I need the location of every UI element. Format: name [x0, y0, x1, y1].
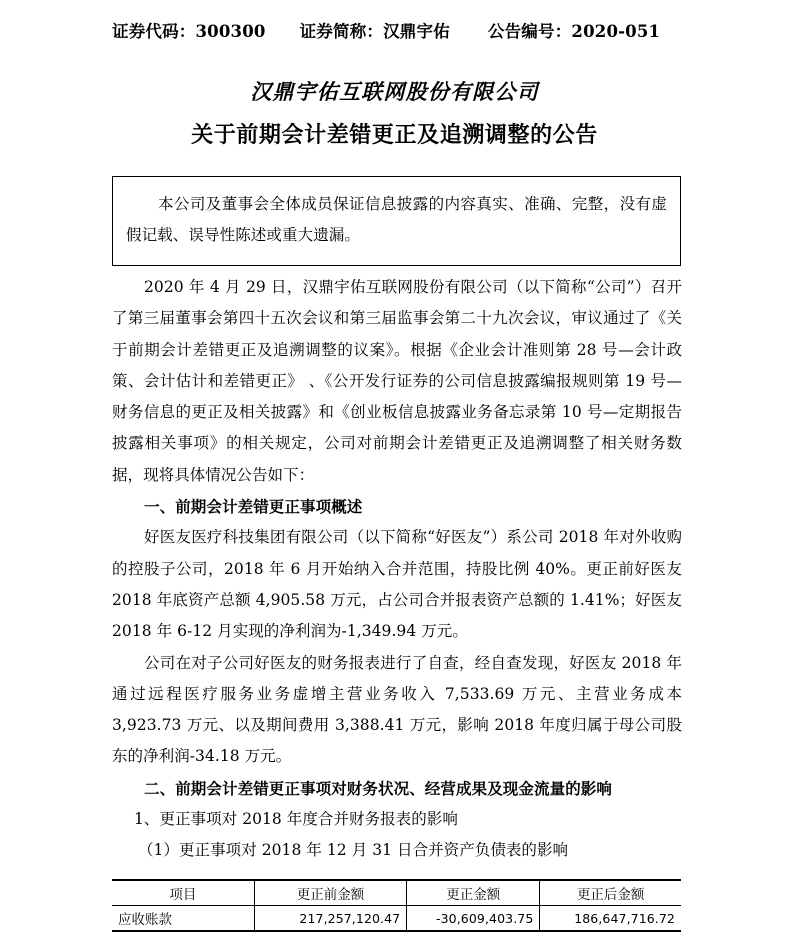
section-heading-one: 一、前期会计差错更正事项概述: [144, 497, 363, 517]
list-item-1: 1、更正事项对 2018 年度合并财务报表的影响: [134, 810, 458, 829]
company-title: 汉鼎宇佑互联网股份有限公司: [250, 79, 539, 104]
cell-item-name: 应收账款: [112, 906, 254, 932]
document-header-line: [112, 18, 682, 42]
cell-amount-before: 217,257,120.47: [254, 906, 406, 932]
table-header-row: [112, 880, 681, 906]
disclaimer-text: 本公司及董事会全体成员保证信息披露的内容真实、准确、完整，没有虚假记载、误导性陈述或重大遗漏。: [126, 195, 667, 244]
header-spacer-2: [450, 18, 488, 42]
security-short-name: 证券简称：汉鼎宇佑: [299, 22, 450, 41]
paragraph-overview: 好医友医疗科技集团有限公司（以下简称“好医友”）系公司 2018 年对外收购的控股子公司，2018 年 6 月开始纳入合并范围，持股比例 40%。更正前好医友 2018 年底资产总额 4,905.58 万元，占公司合并报表资产总额的 1.41%；好医友 2018 年 6-12 月实现的净利润为-1,349.94 万元。: [112, 528, 682, 641]
announcement-number: 公告编号：2020-051: [487, 22, 661, 41]
list-item-1-1: （1）更正事项对 2018 年 12 月 31 日合并资产负债表的影响: [138, 841, 569, 860]
header-spacer-1: [266, 18, 300, 42]
disclaimer-box: [112, 176, 681, 266]
cell-amount-adjustment: -30,609,403.75: [407, 906, 540, 932]
column-header-adjustment: 更正金额: [407, 880, 540, 906]
section-heading-two: 二、前期会计差错更正事项对财务状况、经营成果及现金流量的影响: [144, 778, 613, 798]
page-title: 关于前期会计差错更正及追溯调整的公告: [191, 123, 598, 148]
balance-sheet-impact-table: [112, 879, 681, 932]
table-row: [112, 906, 681, 932]
column-header-after: 更正后金额: [540, 880, 681, 906]
paragraph-selfcheck: 公司在对子公司好医友的财务报表进行了自查，经自查发现，好医友 2018 年通过远程医疗服务业务虚增主营业务收入 7,533.69 万元、主营业务成本 3,923.73 万元、以及期间费用 3,388.41 万元，影响 2018 年度归属于母公司股东的净利润-34.18 万元。: [112, 653, 682, 766]
column-header-before: 更正前金额: [254, 880, 406, 906]
paragraph-intro: 2020 年 4 月 29 日，汉鼎宇佑互联网股份有限公司（以下简称“公司”）召开了第三届董事会第四十五次会议和第三届监事会第二十九次会议，审议通过了《关于前期会计差错更正及追溯调整的议案》。根据《企业会计准则第 28 号—会计政策、会计估计和差错更正》 、《公开发行证券的公司信息披露编报规则第 19 号—财务信息的更正及相关披露》和《创业板信息披露业务备忘录第 10 号—定期报告披露相关事项》的相关规定，公司对前期会计差错更正及追溯调整了相关财务数据，现将具体情况公告如下：: [112, 278, 682, 484]
security-code: 证券代码：300300: [112, 22, 266, 41]
cell-amount-after: 186,647,716.72: [540, 906, 681, 932]
table-header: [112, 880, 681, 906]
document-body: [112, 272, 682, 867]
column-header-item: 项目: [112, 880, 254, 906]
table-body: [112, 906, 681, 932]
